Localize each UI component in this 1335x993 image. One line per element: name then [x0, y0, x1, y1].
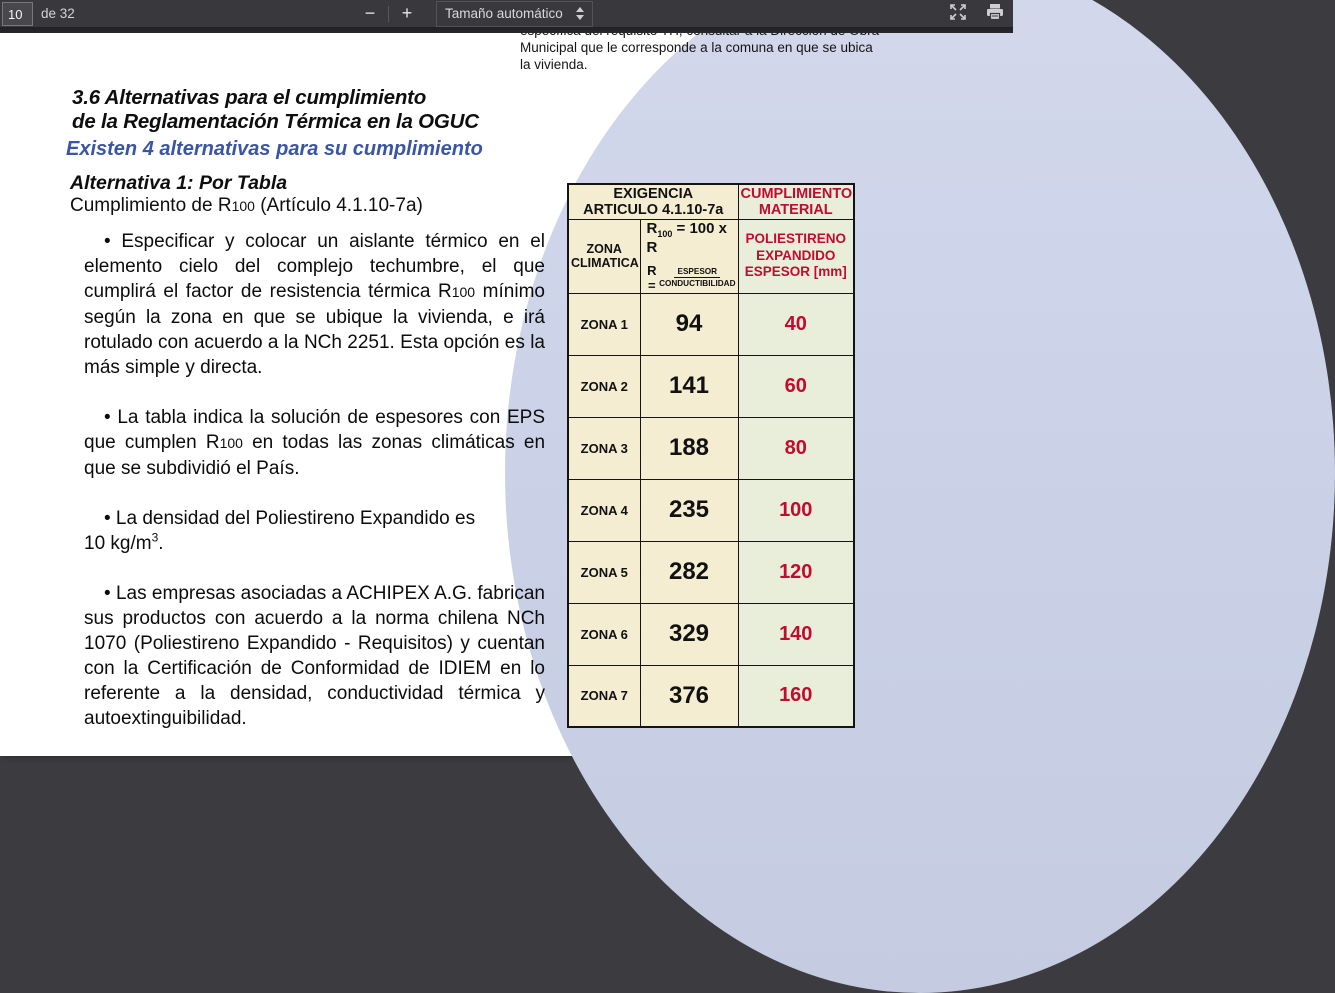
alternative-heading: Alternativa 1: Por Tabla	[70, 172, 288, 194]
fraction	[659, 267, 735, 288]
bullet-text: • La densidad del Poliestireno Expandido es	[104, 508, 476, 529]
fullscreen-icon	[948, 3, 968, 24]
zoom-in-button[interactable]: +	[389, 0, 425, 27]
formula-r100	[643, 220, 736, 256]
table-row	[568, 665, 854, 727]
toolbar-shadow	[0, 27, 1013, 33]
formula-text: R	[646, 219, 658, 237]
bullet-text: • Las empresas asociadas a ACHIPEX A.G. fabrican sus productos con acuerdo a la norma chilena NCh 1070 (Poliestireno Expandido - Requisitos) y cuentan con la Certificación de Conformidad de IDIEM en lo referente a la densidad, conductividad térmica y autoextinguibilidad.	[84, 583, 545, 729]
r100-cell: 376	[640, 665, 738, 727]
espesor-cell: 80	[738, 417, 854, 479]
r100-cell: 235	[640, 479, 738, 541]
formula-fraction	[643, 263, 736, 293]
zona-cell: ZONA 7	[568, 665, 640, 727]
print-button[interactable]	[983, 2, 1007, 26]
header-text: EXIGENCIA	[613, 185, 694, 202]
bullet-text: mínimo según la zona en que se ubique la vivienda, e irá rotulado con acuerdo a la NCh 2251. Esta opción es la más simple y directa.	[84, 281, 545, 378]
formula-cell	[640, 219, 738, 293]
bullet-paragraph-4	[84, 581, 545, 731]
header-text: ESPESOR [mm]	[744, 264, 847, 280]
espesor-cell: 100	[738, 479, 854, 541]
fraction-numerator: ESPESOR	[674, 267, 720, 278]
section-heading	[72, 86, 479, 133]
page-count-label: de 32	[41, 6, 75, 21]
fullscreen-button[interactable]	[946, 2, 970, 26]
header-text: CLIMATICA	[571, 256, 639, 270]
bullet-paragraph-2	[84, 405, 545, 481]
bullet-paragraph-3	[84, 506, 545, 556]
exigencia-header-cell	[568, 184, 738, 219]
header-text: POLIESTIRENO	[745, 231, 846, 247]
top-note-line: la vivienda.	[520, 57, 588, 72]
bullet-text: • Especificar y colocar un aislante térmico en el elemento cielo del complejo techumbre, el que cumplirá el factor de resistencia térmica R	[84, 231, 545, 302]
thermal-requirements-table	[567, 183, 855, 728]
espesor-cell: 60	[738, 355, 854, 417]
subtitle-subscript: 100	[231, 198, 255, 214]
formula-text: = 100 x R	[646, 219, 728, 256]
zona-climatica-header-cell	[568, 219, 640, 293]
header-text: CUMPLIMIENTO	[740, 185, 853, 202]
table-row	[568, 603, 854, 665]
table-header-row-2	[568, 219, 854, 293]
r100-subscript: 100	[219, 435, 243, 451]
pdf-toolbar	[0, 0, 1013, 27]
subheading-blue: Existen 4 alternativas para su cumplimiento	[66, 138, 483, 160]
document-page	[0, 33, 942, 756]
espesor-cell: 140	[738, 603, 854, 665]
fraction-denominator: CONDUCTIBILIDAD	[659, 279, 736, 288]
zoom-controls	[352, 0, 593, 27]
zoom-out-button[interactable]: −	[352, 0, 388, 27]
r100-subscript: 100	[451, 284, 476, 300]
bullet-text: 10 kg/m	[84, 533, 152, 554]
header-text: ARTICULO 4.1.10-7a	[583, 201, 724, 218]
formula-text: R =	[647, 262, 657, 293]
table-header-row-1	[568, 184, 854, 219]
formula-subscript: 100	[657, 228, 673, 239]
header-text: MATERIAL	[758, 201, 833, 218]
r100-cell: 94	[640, 293, 738, 355]
r100-cell: 282	[640, 541, 738, 603]
subtitle-text: Cumplimiento de R	[70, 195, 232, 216]
compliance-subtitle	[70, 195, 423, 217]
page-number-input[interactable]	[2, 2, 33, 26]
table-row	[568, 479, 854, 541]
header-text: EXPANDIDO	[756, 247, 836, 263]
bullet-text: .	[158, 533, 164, 554]
top-note-line: Municipal que le corresponde a la comuna en que se ubica	[520, 40, 873, 55]
zona-cell: ZONA 4	[568, 479, 640, 541]
cumplimiento-header-cell	[738, 184, 854, 219]
r100-cell: 188	[640, 417, 738, 479]
espesor-cell: 160	[738, 665, 854, 727]
zona-cell: ZONA 2	[568, 355, 640, 417]
r100-cell: 141	[640, 355, 738, 417]
zona-cell: ZONA 6	[568, 603, 640, 665]
bullet-text: • La tabla indica la solución de espesores con EPS que cumplen R	[84, 407, 545, 453]
chevron-updown-icon	[576, 7, 584, 20]
zona-cell: ZONA 5	[568, 541, 640, 603]
section-heading-line: de la Reglamentación Térmica en la OGUC	[72, 109, 479, 133]
zoom-select[interactable]	[436, 1, 593, 27]
r100-cell: 329	[640, 603, 738, 665]
bullet-paragraph-1	[84, 229, 545, 380]
zoom-select-value: Tamaño automático	[445, 6, 563, 21]
table-row	[568, 541, 854, 603]
espesor-cell: 120	[738, 541, 854, 603]
toolbar-right-actions	[946, 0, 1007, 27]
subtitle-text: (Artículo 4.1.10-7a)	[254, 195, 423, 216]
section-heading-line: 3.6 Alternativas para el cumplimiento	[72, 86, 427, 109]
table-row	[568, 293, 854, 355]
table-row	[568, 417, 854, 479]
espesor-cell: 40	[738, 293, 854, 355]
bullet-list	[84, 229, 545, 756]
zona-cell: ZONA 1	[568, 293, 640, 355]
header-text: ZONA	[586, 242, 622, 256]
material-header-cell	[738, 219, 854, 293]
table-row	[568, 355, 854, 417]
zona-cell: ZONA 3	[568, 417, 640, 479]
superscript-3: 3	[151, 530, 159, 545]
printer-icon	[985, 3, 1005, 24]
bullet-text: en todas las zonas climáticas en que se subdividió el País.	[84, 432, 546, 479]
